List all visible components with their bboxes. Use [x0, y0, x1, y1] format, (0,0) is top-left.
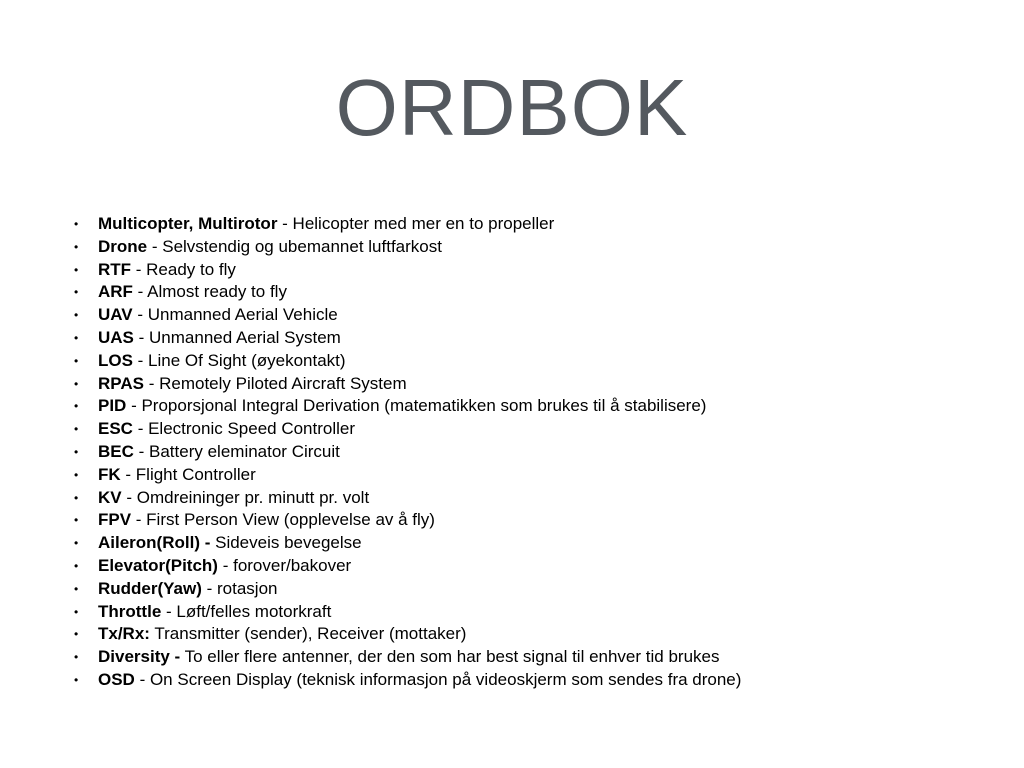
glossary-definition: - Unmanned Aerial System [133, 327, 341, 347]
glossary-definition: Sideveis bevegelse [210, 533, 362, 553]
glossary-item [72, 623, 972, 646]
glossary-item [72, 259, 972, 282]
glossary-term: LOS [98, 350, 133, 370]
glossary-term: UAS [98, 327, 134, 347]
glossary-term: Elevator(Pitch) [98, 555, 218, 575]
glossary-definition: - forover/bakover [217, 555, 352, 575]
glossary-term: RPAS [98, 373, 144, 393]
bullet-icon: • [74, 376, 79, 391]
bullet-icon: • [74, 239, 79, 254]
bullet-icon: • [74, 627, 79, 642]
glossary-definition: - rotasjon [201, 578, 278, 598]
bullet-icon: • [74, 308, 79, 323]
bullet-icon: • [74, 650, 79, 665]
glossary-term: ARF [98, 282, 133, 302]
glossary-term: Drone [98, 236, 148, 256]
glossary-item [72, 669, 972, 692]
glossary-term: FPV [98, 510, 132, 530]
glossary-definition: - Unmanned Aerial Vehicle [132, 305, 338, 325]
glossary-definition: - Almost ready to fly [132, 282, 287, 302]
glossary-item [72, 213, 972, 236]
bullet-icon: • [74, 422, 79, 437]
bullet-icon: • [74, 262, 79, 277]
bullet-icon: • [74, 399, 79, 414]
glossary-definition: - Electronic Speed Controller [132, 419, 356, 439]
glossary-term: KV [98, 487, 122, 507]
glossary-item [72, 236, 972, 259]
glossary-definition: - Løft/felles motorkraft [161, 601, 332, 621]
glossary-item [72, 350, 972, 373]
glossary-term: OSD [98, 669, 135, 689]
glossary-term: Tx/Rx: [98, 624, 150, 644]
glossary-list [72, 213, 972, 692]
glossary-item [72, 601, 972, 624]
glossary-term: Multicopter, Multirotor [98, 214, 278, 233]
glossary-item [72, 646, 972, 669]
glossary-definition: - On Screen Display (teknisk informasjon på videoskjerm som sendes fra drone) [134, 669, 742, 689]
glossary-item [72, 281, 972, 304]
bullet-icon: • [74, 581, 79, 596]
glossary-item [72, 532, 972, 555]
glossary-definition: - Remotely Piloted Aircraft System [143, 373, 407, 393]
glossary-term: Diversity - [98, 647, 181, 667]
bullet-icon: • [74, 672, 79, 687]
bullet-icon: • [74, 604, 79, 619]
glossary-item [72, 395, 972, 418]
glossary-item [72, 509, 972, 532]
glossary-definition: Transmitter (sender), Receiver (mottaker) [149, 624, 467, 644]
glossary-item [72, 373, 972, 396]
bullet-icon: • [74, 285, 79, 300]
bullet-icon: • [74, 217, 79, 231]
bullet-icon: • [74, 536, 79, 551]
glossary-term: PID [98, 396, 127, 416]
glossary-term: RTF [98, 259, 132, 279]
glossary-item [72, 464, 972, 487]
glossary-definition: - Omdreininger pr. minutt pr. volt [121, 487, 370, 507]
bullet-icon: • [74, 353, 79, 368]
glossary-definition: - Selvstendig og ubemannet luftfarkost [147, 236, 442, 256]
glossary-term: UAV [98, 305, 133, 325]
glossary-definition: - Ready to fly [131, 259, 236, 279]
bullet-icon: • [74, 558, 79, 573]
glossary-item [72, 555, 972, 578]
glossary-item [72, 327, 972, 350]
glossary-definition: - Helicopter med mer en to propeller [277, 214, 555, 233]
glossary-item [72, 418, 972, 441]
glossary-term: Rudder(Yaw) [98, 578, 202, 598]
glossary-definition: - Proporsjonal Integral Derivation (matematikken som brukes til å stabilisere) [126, 396, 707, 416]
glossary-definition: - Line Of Sight (øyekontakt) [132, 350, 346, 370]
glossary-item [72, 441, 972, 464]
bullet-icon: • [74, 444, 79, 459]
glossary-term: Throttle [98, 601, 162, 621]
bullet-icon: • [74, 490, 79, 505]
glossary-item [72, 304, 972, 327]
glossary-definition: To eller flere antenner, der den som har best signal til enhver tid brukes [180, 647, 720, 667]
bullet-icon: • [74, 513, 79, 528]
glossary-term: Aileron(Roll) - [98, 533, 211, 553]
bullet-icon: • [74, 330, 79, 345]
glossary-term: BEC [98, 441, 134, 461]
glossary-term: FK [98, 464, 121, 484]
glossary-term: ESC [98, 419, 133, 439]
bullet-icon: • [74, 467, 79, 482]
glossary-item [72, 487, 972, 510]
slide-title: ORDBOK [335, 63, 689, 152]
glossary-definition: - Flight Controller [120, 464, 256, 484]
glossary-definition: - First Person View (opplevelse av å fly) [131, 510, 435, 530]
glossary-definition: - Battery eleminator Circuit [133, 441, 340, 461]
glossary-item [72, 578, 972, 601]
